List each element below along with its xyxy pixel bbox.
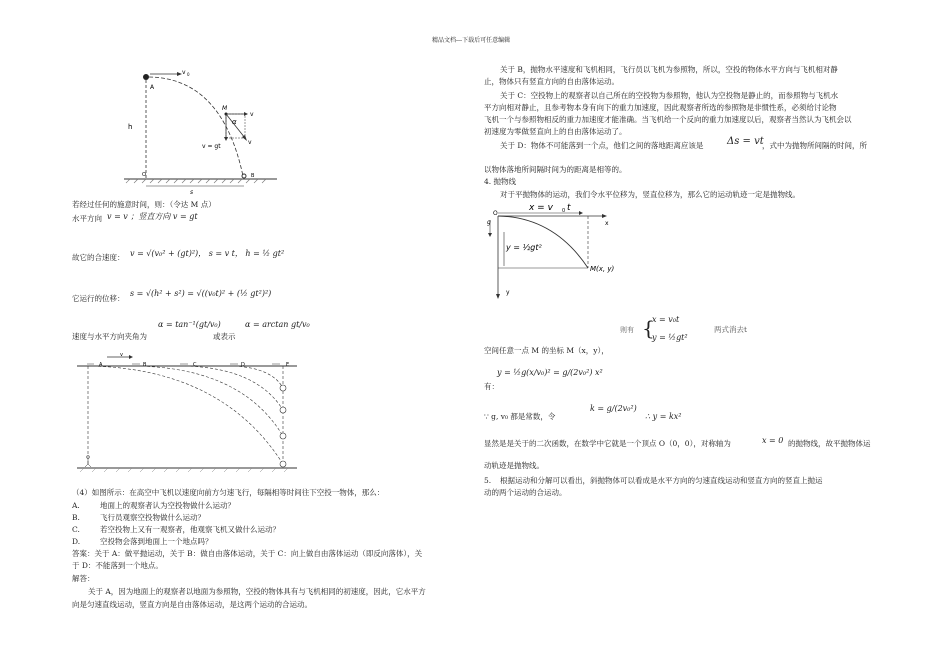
eq-k: k = g/(2v₀²) bbox=[590, 404, 637, 413]
c-line-2: 平方向相对静止，且参考物本身有向下的重力加速度，因此观察者所选的参照物是非惯性系，必须给讨论物 bbox=[484, 103, 837, 112]
option-d-text: 空投物会落到地面上一个地点吗？ bbox=[100, 537, 213, 546]
height-label: h bbox=[128, 123, 133, 131]
d-line-1a: 关于 D：物体不可能落到一个点，他们之间的落地距离应该是 bbox=[500, 141, 704, 150]
svg-text:O: O bbox=[493, 210, 498, 217]
option-c-text: 若空投物上又有一观察者，他观察飞机又做什么运动？ bbox=[100, 525, 280, 534]
c-line-4: 初速度为零做竖直向上的自由落体运动了。 bbox=[484, 127, 627, 136]
then-label: 则有 bbox=[620, 326, 634, 334]
svg-text:C: C bbox=[193, 362, 197, 368]
section-4-line: 对于平抛物体的运动，我们令水平位移为，竖直位移为，那么它的运动轨迹一定是抛物线。 bbox=[500, 190, 800, 199]
option-d-key: D. bbox=[72, 537, 81, 546]
svg-text:O: O bbox=[142, 172, 146, 178]
svg-text:y: y bbox=[506, 289, 510, 296]
svg-text:x = v: x = v bbox=[529, 203, 553, 213]
d-line-1b: ，式中为抛物所间隔的时间，所 bbox=[762, 141, 867, 150]
svg-text:A: A bbox=[99, 362, 103, 368]
svg-text:v = gt: v = gt bbox=[202, 143, 221, 150]
page-header: 精品文档---下载后可任意编辑 bbox=[432, 37, 511, 44]
projectile-figure bbox=[122, 66, 282, 196]
section-5-line-1: 根据运动和分解可以看出，斜抛物体可以看成是水平方向的匀速直线运动和竖直方向的竖直上抛运 bbox=[500, 476, 823, 485]
svg-text:A: A bbox=[150, 84, 155, 91]
svg-text:y = ½gt²: y = ½gt² bbox=[506, 243, 542, 252]
svg-text:0: 0 bbox=[187, 72, 190, 77]
svg-text:x: x bbox=[605, 220, 609, 227]
b-line-1: 关于 B，抛物水平速度和飞机相同，飞行员以飞机为参照物，所以，空投的物体水平方向与飞机相对静 bbox=[500, 65, 838, 74]
point-line: 空间任意一点 M 的坐标 M（x，y）， bbox=[484, 346, 609, 355]
section-5-line-2: 动的两个运动的合运动。 bbox=[484, 488, 567, 497]
v0-label: v bbox=[182, 69, 186, 76]
eq-velocity-components: v = v ；竖直方向 v = gt bbox=[107, 212, 198, 221]
explain-label: 解答： bbox=[72, 574, 95, 583]
eliminate-label: 两式消去t bbox=[714, 325, 748, 334]
eq-angle-tan: α = tan⁻¹(gt/v₀) bbox=[158, 320, 221, 329]
eq-displacement: s = √(h² + s²) = √((v₀t)² + (½ gt²)²) bbox=[130, 289, 272, 298]
eq-delta-s: Δs = vt bbox=[727, 136, 764, 147]
svg-text:M(x, y): M(x, y) bbox=[590, 265, 615, 273]
c-line-3: 飞机一个与参照物相反的重力加速度才能准确。当飞机给一个反向的重力加速度以后，观察者当然认为飞机会以 bbox=[484, 115, 852, 124]
svg-text:M: M bbox=[222, 105, 228, 112]
airdrop-figure bbox=[72, 352, 302, 476]
svg-text:s: s bbox=[190, 189, 194, 196]
answer-line-1: 答案：关于 A：做平抛运动，关于 B：做自由落体运动，关于 C：向上做自由落体运动（即反向落体），关 bbox=[72, 549, 423, 558]
eq-y-substitute: y = ½g(x/v₀)² = g/(2v₀²) x² bbox=[497, 368, 603, 377]
svg-text:0: 0 bbox=[562, 208, 566, 214]
eq-axis: x = 0 bbox=[762, 436, 784, 445]
option-a-key: A. bbox=[72, 501, 80, 510]
section-5-key: 5. bbox=[484, 476, 492, 485]
explain-a-line-1: 关于 A，因为地面上的观察者以地面为参照物，空投的物体具有与飞机相同的初速度，因此，它水平方 bbox=[88, 587, 426, 596]
explain-a-line-2: 向是匀速直线运动，竖直方向是自由落体运动，是这两个运动的合运动。 bbox=[72, 600, 312, 609]
svg-text:v: v bbox=[250, 111, 254, 118]
option-b-text: 飞行员观察空投物做什么运动？ bbox=[100, 513, 205, 522]
have-label: 有： bbox=[484, 382, 499, 391]
brace-left: { bbox=[642, 316, 655, 340]
option-a-text: 地面上的观察者认为空投物做什么运动？ bbox=[100, 501, 235, 510]
svg-text:B: B bbox=[143, 362, 147, 368]
option-c-key: C. bbox=[72, 525, 80, 534]
text-arbitrary-time: 若经过任何的施意时间，则：（令达 M 点） bbox=[72, 200, 216, 209]
answer-line-2: 于 D：不能落到一个地点。 bbox=[72, 561, 163, 570]
text-or: 或表示 bbox=[213, 332, 236, 341]
d-line-2: 以物体落地所间隔时间为的距离是相等的。 bbox=[484, 165, 627, 174]
svg-text:t: t bbox=[567, 203, 571, 213]
conclusion-line-1a: 显然是是关于的二次函数，在数学中它就是一个顶点 O（0，0），对称轴为 bbox=[484, 439, 731, 448]
system-eq-y: y = ½gt² bbox=[652, 333, 688, 342]
text-horizontal-dir: 水平方向 bbox=[72, 214, 102, 223]
system-eq-x: x = v₀t bbox=[652, 315, 680, 324]
text-angle: 速度与水平方向夹角为 bbox=[72, 332, 147, 341]
constants-line: ∵ g, v₀ 都是常数，令 bbox=[484, 412, 556, 421]
svg-text:B: B bbox=[251, 173, 255, 179]
eq-combined-velocity: v = √(v₀² + (gt)²)， s = v t， h = ½ gt² bbox=[130, 249, 285, 258]
conclusion-line-1b: 的抛物线，故平抛物体运 bbox=[788, 439, 871, 448]
svg-text:v: v bbox=[120, 352, 123, 358]
b-line-2: 止，物体只有竖直方向的自由落体运动。 bbox=[484, 77, 619, 86]
conclusion-line-2: 动轨迹是抛物线。 bbox=[484, 461, 544, 470]
option-b-key: B. bbox=[72, 513, 80, 522]
c-line-1: 关于 C：空投物上的观察者以自己所在的空投物为参照物，他认为空投物是静止的，而参照物与飞机水 bbox=[500, 91, 839, 100]
svg-text:v: v bbox=[248, 139, 252, 146]
text-combined-velocity: 故它的合速度： bbox=[72, 253, 125, 262]
svg-text:D: D bbox=[241, 362, 245, 368]
svg-text:α: α bbox=[232, 118, 237, 126]
text-displacement: 它运行的位移： bbox=[72, 294, 125, 303]
svg-text:g: g bbox=[487, 219, 491, 226]
eq-y-kx2: ∴ y = kx² bbox=[645, 412, 682, 421]
section-4-title: 4. 抛物线 bbox=[484, 177, 517, 186]
eq-angle-arctan: α = arctan gt/v₀ bbox=[245, 320, 310, 329]
parabola-figure bbox=[484, 200, 619, 302]
question-4: （4）如图所示：在高空中飞机以速度向前方匀速飞行，每隔相等时间往下空投一物体，那么： bbox=[72, 488, 385, 497]
svg-text:E: E bbox=[286, 362, 290, 368]
